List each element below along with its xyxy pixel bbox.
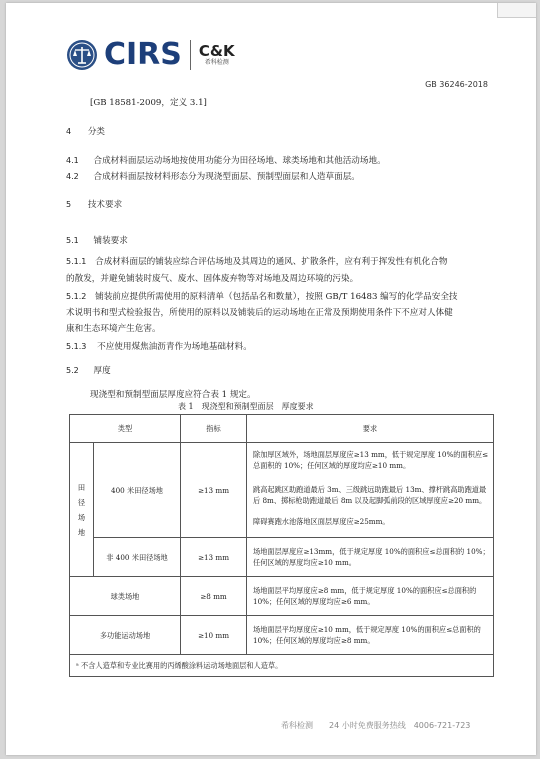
footer-hotline: 24 小时免费服务热线 4006-721-723	[329, 721, 471, 730]
clause-text: 合成材料面层按材料形态分为现浇型面层、预制型面层和人造草面层。	[93, 172, 360, 182]
header-type: 类型	[70, 415, 181, 443]
clause-number: 4.2	[66, 172, 79, 181]
group-char: 径	[77, 497, 86, 507]
section-title: 分类	[87, 127, 106, 137]
page-footer	[281, 720, 470, 731]
row-type: 球类场地	[70, 577, 181, 616]
clause-4-1	[66, 155, 386, 167]
clause-text: 铺装前应提供所需使用的原料清单（包括品名和数量），按照 GB/T 16483 编写的化学品安全技	[95, 292, 458, 302]
row-requirement	[247, 443, 494, 538]
logo-ck-text: C&K	[198, 42, 235, 60]
table-row	[70, 443, 494, 538]
clause-number: 4.1	[66, 156, 79, 165]
table-row	[70, 577, 494, 616]
clause-5-1-2-line2: 术说明书和型式检验报告，所使用的原料以及铺装后的运动场地在正常及预期使用条件下不应对人体健	[66, 308, 453, 318]
section-4-heading	[66, 126, 105, 138]
row-type: 多功能运动场地	[70, 616, 181, 655]
group-char: 田	[77, 482, 86, 492]
section-number: 5.2	[66, 366, 79, 375]
clause-4-2	[66, 171, 360, 183]
section-title: 技术要求	[87, 200, 123, 210]
row-type: 400 米田径场地	[94, 443, 181, 538]
table-row	[70, 538, 494, 577]
row-index: ≥13 mm	[181, 443, 247, 538]
table-header-row	[70, 415, 494, 443]
row-index: ≥10 mm	[181, 616, 247, 655]
table-footnote: ᵃ 不含人造草和专业比赛用的丙烯酸涂料运动场地面层和人造草。	[70, 655, 494, 677]
clause-text: 合成材料面层的铺装应综合评估场地及其周边的通风、扩散条件，应有利于挥发性有机化合物	[95, 257, 448, 267]
group-char: 地	[77, 527, 86, 537]
clause-5-1-3	[66, 341, 252, 353]
section-title: 铺装要求	[93, 236, 128, 246]
row-index: ≥13 mm	[181, 538, 247, 577]
row-type: 非 400 米田径场地	[94, 538, 181, 577]
company-logo	[66, 36, 235, 74]
row-requirement: 场地面层平均厚度应≥8 mm，低于规定厚度 10%的面积应≤总面积的 10%；任何区域的厚度均应≥6 mm。	[247, 577, 494, 616]
requirement-text: 障碍赛跑水池落地区面层厚度应≥25mm。	[253, 517, 390, 526]
section-5-2-heading	[66, 365, 111, 377]
section-5-1-heading	[66, 235, 128, 247]
requirement-text: 跳高起跳区助跑道最后 3m、三级跳远助跑最后 13m、撑杆跳高助跑道最后 8m、掷标枪助跑道最后 8m 以及起脚弧前段的区域厚度应≥20 mm。	[253, 485, 487, 505]
clause-5-1-1-line1	[66, 256, 447, 268]
clause-5-1-1-line2: 的散发，并避免铺装时废气、废水、固体废弃物等对场地及周边环境的污染。	[66, 274, 359, 284]
clause-text: 合成材料面层运动场地按使用功能分为田径场地、球类场地和其他活动场地。	[93, 156, 386, 166]
clause-number: 5.1.3	[66, 342, 87, 351]
section-number: 5	[66, 200, 72, 209]
logo-divider	[190, 40, 191, 70]
clause-5-1-2-line1	[66, 291, 458, 303]
header-index: 指标	[181, 415, 247, 443]
document-page	[6, 3, 536, 755]
section-5-heading	[66, 199, 122, 211]
thickness-table	[69, 414, 494, 677]
clause-text: 不应使用煤焦油沥青作为场地基础材料。	[97, 342, 252, 352]
row-requirement: 场地面层平均厚度应≥10 mm，低于规定厚度 10%的面积应≤总面积的 10%；任何区域的厚度均应≥8 mm。	[247, 616, 494, 655]
clause-number: 5.1.1	[66, 257, 87, 266]
row-requirement: 场地面层厚度应≥13mm，低于规定厚度 10%的面积应≤总面积的 10%；任何区域的厚度均应≥10 mm。	[247, 538, 494, 577]
standard-number: GB 36246-2018	[425, 80, 488, 89]
requirement-text: 除加厚区域外，场地面层厚度应≥13 mm，低于规定厚度 10%的面积应≤总面积的 10%；任何区域的厚度均应≥10 mm。	[253, 450, 489, 470]
clause-5-1-2-line3: 康和生态环境产生危害。	[66, 324, 161, 334]
group-char: 场	[77, 512, 86, 522]
table-caption: 表 1 现浇型和预制型面层 厚度要求	[178, 402, 314, 411]
scales-emblem-icon	[66, 39, 98, 71]
logo-ck-subtitle: 希科检测	[204, 59, 229, 66]
row-index: ≥8 mm	[181, 577, 247, 616]
table-footnote-row	[70, 655, 494, 677]
section-number: 4	[66, 127, 72, 136]
logo-cirs-text: CIRS	[104, 37, 182, 72]
table-row	[70, 616, 494, 655]
clause-number: 5.1.2	[66, 292, 87, 301]
reference-line: [GB 18581-2009，定义 3.1]	[90, 98, 207, 108]
clause-5-2-text: 现浇型和预制型面层厚度应符合表 1 规定。	[90, 390, 256, 400]
header-requirement: 要求	[247, 415, 494, 443]
section-title: 厚度	[93, 366, 111, 376]
section-number: 5.1	[66, 236, 79, 245]
page-fold-corner	[497, 3, 536, 18]
logo-ck	[199, 43, 235, 67]
track-field-group-label	[70, 443, 94, 577]
footer-company: 希科检测	[281, 721, 313, 730]
